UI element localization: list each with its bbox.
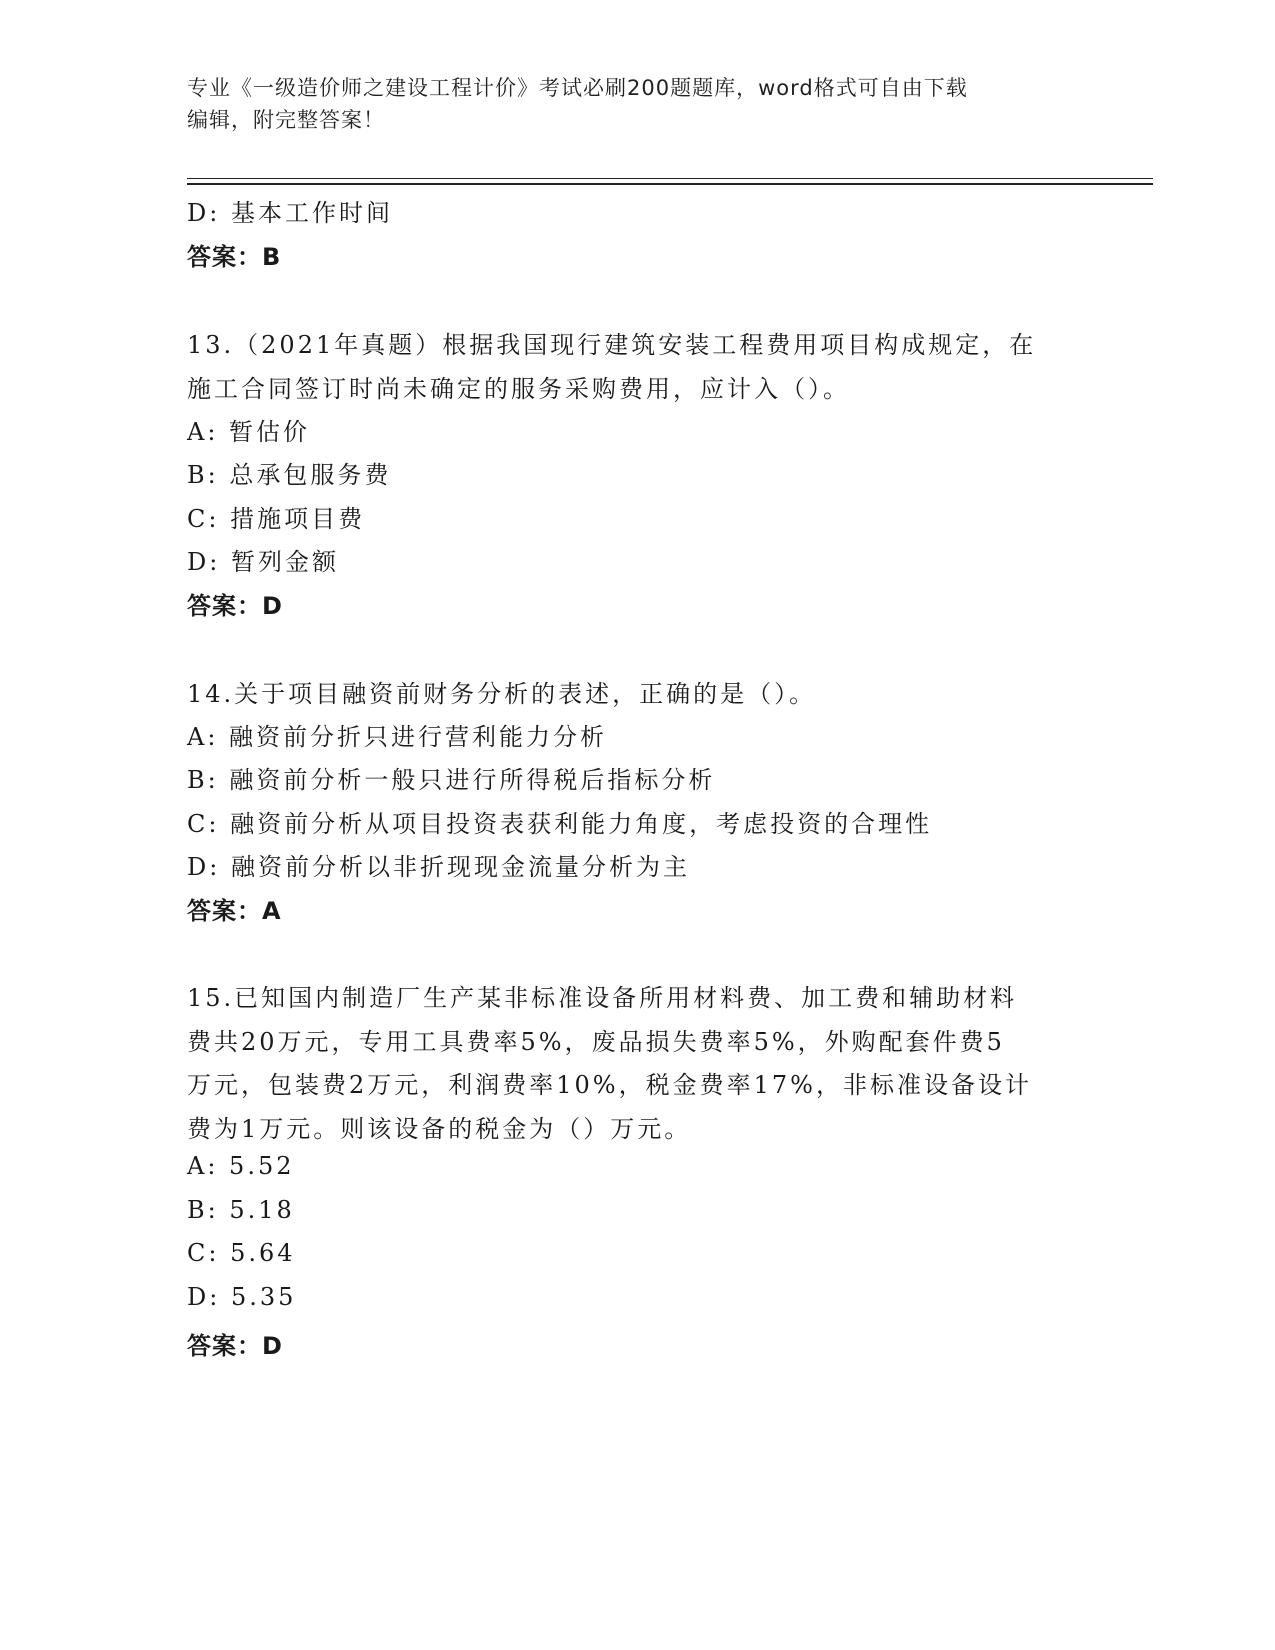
q15-stem-line-4: 费为1万元。则该设备的税金为（）万元。: [187, 1115, 692, 1143]
prev-answer: 答案：B: [187, 243, 282, 271]
header-line-1: 专业《一级造价师之建设工程计价》考试必刷200题题库，word格式可自由下载: [187, 76, 968, 100]
q13-stem-line-1: 13.（2021年真题）根据我国现行建筑安装工程费用项目构成规定，在: [187, 331, 1037, 359]
q14-option-a: A: 融资前分折只进行营利能力分析: [187, 723, 608, 751]
q14-option-b: B: 融资前分析一般只进行所得税后指标分析: [187, 766, 716, 794]
q13-answer: 答案：D: [187, 592, 283, 620]
q15-stem-line-1: 15.已知国内制造厂生产某非标准设备所用材料费、加工费和辅助材料: [187, 984, 1018, 1012]
q13-option-d: D: 暂列金额: [187, 548, 339, 576]
page-header: [187, 72, 1067, 136]
q13-stem-line-2: 施工合同签订时尚未确定的服务采购费用，应计入（）。: [187, 375, 850, 403]
q15-option-a: A: 5.52: [187, 1152, 295, 1180]
q13-option-a: A: 暂估价: [187, 418, 311, 446]
header-rule-thin: [187, 178, 1153, 179]
q14-answer: 答案：A: [187, 897, 282, 925]
q13-option-c: C: 措施项目费: [187, 505, 366, 533]
q15-stem-line-2: 费共20万元，专用工具费率5%，废品损失费率5%，外购配套件费5: [187, 1028, 1005, 1056]
q15-answer: 答案：D: [187, 1332, 283, 1360]
header-rule-thick: [187, 183, 1153, 185]
q14-stem-line-1: 14.关于项目融资前财务分析的表述，正确的是（）。: [187, 680, 817, 708]
q13-option-b: B: 总承包服务费: [187, 461, 392, 489]
q14-option-c: C: 融资前分析从项目投资表获利能力角度，考虑投资的合理性: [187, 810, 933, 838]
q14-option-d: D: 融资前分析以非折现现金流量分析为主: [187, 853, 690, 881]
q15-option-c: C: 5.64: [187, 1239, 296, 1267]
q15-stem-line-3: 万元，包装费2万元，利润费率10%，税金费率17%，非标准设备设计: [187, 1071, 1032, 1099]
prev-option-d: D: 基本工作时间: [187, 199, 393, 227]
header-line-2: 编辑，附完整答案！: [187, 108, 385, 132]
q15-option-b: B: 5.18: [187, 1196, 295, 1224]
q15-option-d: D: 5.35: [187, 1283, 297, 1311]
